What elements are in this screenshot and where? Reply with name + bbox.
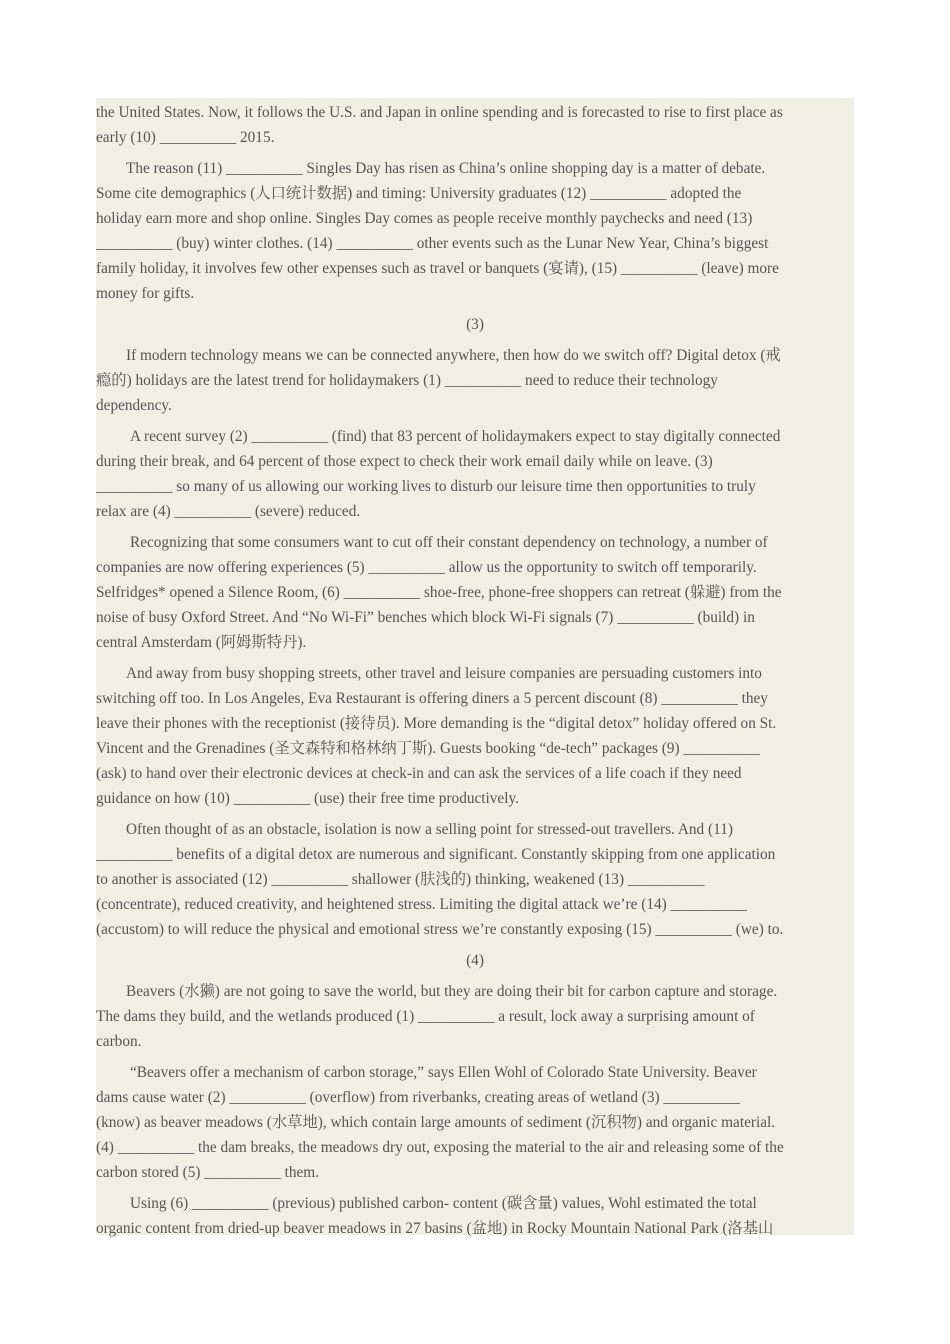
text-line: The dams they build, and the wetlands produced (1) __________ a result, lock away a surprising amount of <box>96 1008 755 1025</box>
text-line: noise of busy Oxford Street. And “No Wi-Fi” benches which block Wi-Fi signals (7) __________ (build) in <box>96 609 755 626</box>
text-line: holiday earn more and shop online. Singles Day comes as people receive monthly paychecks and need (13) <box>96 210 753 227</box>
text-line: early (10) __________ 2015. <box>96 129 275 146</box>
text-line: to another is associated (12) __________ shallower (肤浅的) thinking, weakened (13) __________ <box>96 871 705 888</box>
text-line: Some cite demographics (人口统计数据) and timing: University graduates (12) __________ adopted the <box>96 185 742 202</box>
text-line: central Amsterdam (阿姆斯特丹). <box>96 634 307 651</box>
text-line: (ask) to hand over their electronic devices at check-in and can ask the services of a life coach if they need <box>96 765 742 782</box>
text-line: money for gifts. <box>96 285 195 302</box>
document-body <box>96 100 854 1241</box>
text-line: companies are now offering experiences (5) __________ allow us the opportunity to switch off temporarily. <box>96 559 757 576</box>
text-line: A recent survey (2) __________ (find) that 83 percent of holidaymakers expect to stay digitally connected <box>130 428 781 445</box>
text-line: during their break, and 64 percent of those expect to check their work email daily while on leave. (3) <box>96 453 713 470</box>
text-line: If modern technology means we can be connected anywhere, then how do we switch off? Digital detox (戒 <box>126 347 781 364</box>
text-line: switching off too. In Los Angeles, Eva Restaurant is offering diners a 5 percent discount (8) __________ they <box>96 690 768 707</box>
section-heading: (3) <box>466 316 484 333</box>
text-line: __________ benefits of a digital detox are numerous and significant. Constantly skipping from one application <box>96 846 776 863</box>
section-heading: (4) <box>466 952 484 969</box>
text-line: carbon. <box>96 1033 142 1050</box>
text-line: dependency. <box>96 397 172 414</box>
text-line: Vincent and the Grenadines (圣文森特和格林纳丁斯). Guests booking “de-tech” packages (9) __________ <box>96 740 760 757</box>
text-line: Selfridges* opened a Silence Room, (6) __________ shoe-free, phone-free shoppers can retreat (躲避) from the <box>96 584 782 601</box>
text-line: relax are (4) __________ (severe) reduced. <box>96 503 361 520</box>
text-line: the United States. Now, it follows the U.S. and Japan in online spending and is forecasted to rise to first place as <box>96 104 783 121</box>
text-line: (accustom) to will reduce the physical and emotional stress we’re constantly exposing (15) __________ (we) to. <box>96 921 784 938</box>
text-line: guidance on how (10) __________ (use) their free time productively. <box>96 790 519 807</box>
text-line: leave their phones with the receptionist (接待员). More demanding is the “digital detox” holiday offered on St. <box>96 715 777 732</box>
text-line: family holiday, it involves few other expenses such as travel or banquets (宴请), (15) __________ (leave) more <box>96 260 779 277</box>
text-line: And away from busy shopping streets, other travel and leisure companies are persuading customers into <box>126 665 762 682</box>
text-line: carbon stored (5) __________ them. <box>96 1164 320 1181</box>
text-line: __________ (buy) winter clothes. (14) __________ other events such as the Lunar New Year, China’s biggest <box>96 235 769 252</box>
text-line: organic content from dried-up beaver meadows in 27 basins (盆地) in Rocky Mountain National Park (洛基山 <box>96 1220 774 1237</box>
text-line: “Beavers offer a mechanism of carbon storage,” says Ellen Wohl of Colorado State University. Beaver <box>130 1064 757 1081</box>
text-line: Using (6) __________ (previous) published carbon- content (碳含量) values, Wohl estimated the total <box>130 1195 757 1212</box>
text-line: (4) __________ the dam breaks, the meadows dry out, exposing the material to the air and releasing some of the <box>96 1139 784 1156</box>
text-line: dams cause water (2) __________ (overflow) from riverbanks, creating areas of wetland (3) __________ <box>96 1089 740 1106</box>
text-line: (concentrate), reduced creativity, and heightened stress. Limiting the digital attack we’re (14) __________ <box>96 896 748 913</box>
text-line: 瘾的) holidays are the latest trend for holidaymakers (1) __________ need to reduce their technology <box>96 372 718 389</box>
text-line: Often thought of as an obstacle, isolation is now a selling point for stressed-out travellers. And (11) <box>126 821 733 838</box>
text-line: __________ so many of us allowing our working lives to disturb our leisure time then opportunities to truly <box>96 478 756 495</box>
text-line: (know) as beaver meadows (水草地), which contain large amounts of sediment (沉积物) and organic material. <box>96 1114 776 1131</box>
text-line: Recognizing that some consumers want to cut off their constant dependency on technology, a number of <box>130 534 768 551</box>
text-line: Beavers (水獭) are not going to save the world, but they are doing their bit for carbon capture and storage. <box>126 983 778 1000</box>
text-line: The reason (11) __________ Singles Day has risen as China’s online shopping day is a matter of debate. <box>126 160 766 177</box>
